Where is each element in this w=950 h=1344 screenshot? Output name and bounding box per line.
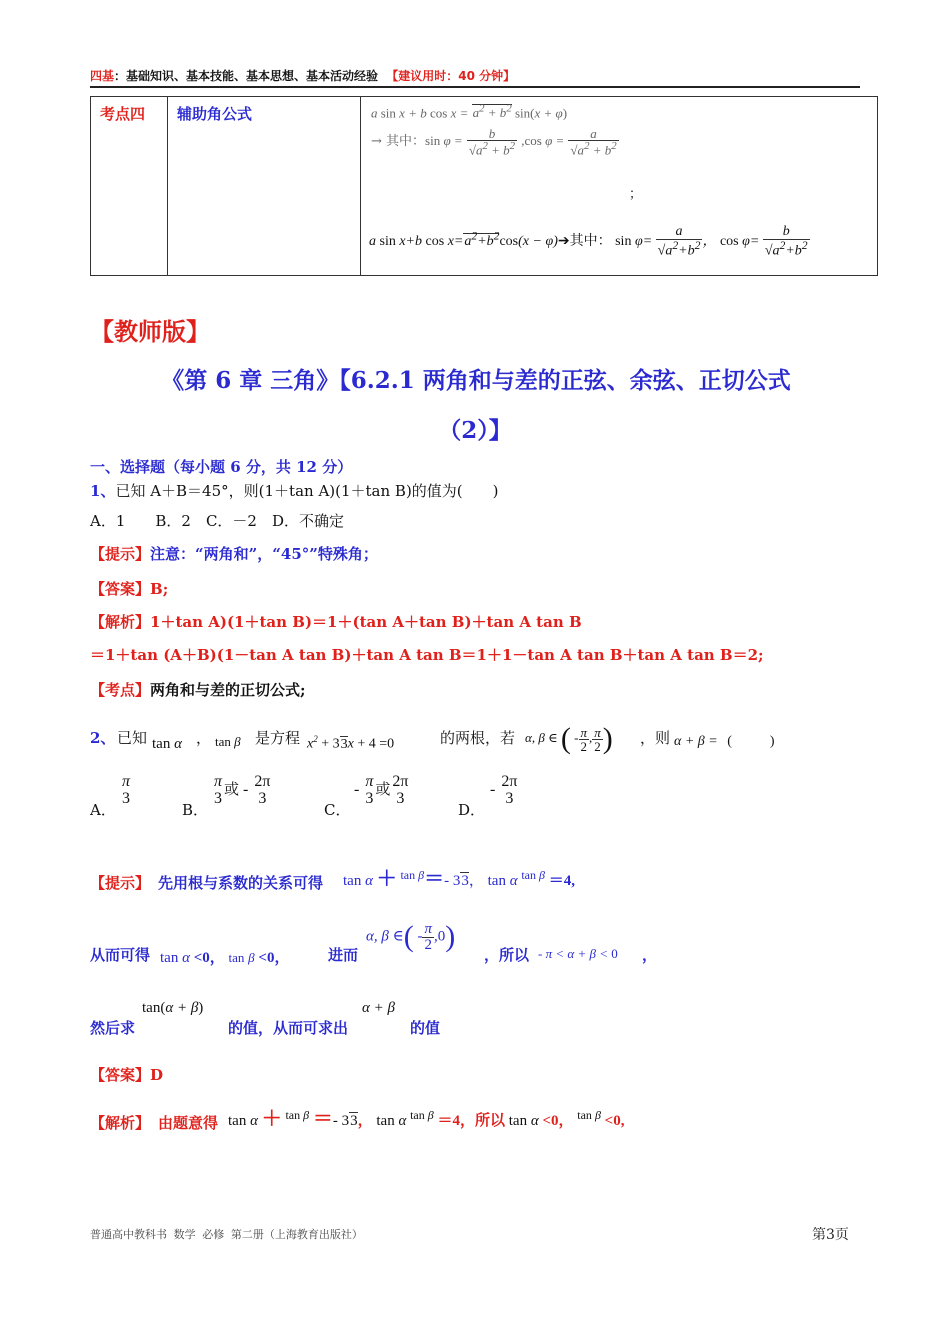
q1-analysis-label: 【解析】 bbox=[90, 613, 151, 631]
q2-hint2-c: ，所以 bbox=[484, 946, 530, 964]
q2-hint2-d: ， bbox=[642, 946, 658, 964]
table-semicolon: ； bbox=[629, 187, 643, 202]
q1-options: A．1 B．2 C．－2 D．不确定 bbox=[90, 512, 344, 530]
q1-point-text: 两角和与差的正切公式; bbox=[150, 681, 306, 699]
header-prefix: 四基 bbox=[90, 69, 115, 83]
formula-aux-1: a sin x + b $\cos x = a^2 + b^2$ sin(x + φ) bbox=[371, 103, 568, 121]
header-divider bbox=[90, 86, 860, 88]
q2-stem bbox=[90, 716, 870, 766]
q1-point-label: 【考点】 bbox=[90, 681, 151, 699]
knowledge-point-table bbox=[90, 96, 878, 276]
q2-opt-a: $\frac{\pi}{3}$ bbox=[122, 773, 131, 807]
formula-aux-2-arrow: ➔其中： bbox=[557, 234, 612, 250]
q1-analysis-line1: 1＋tan A)(1＋tan B)＝1＋(tan A＋tan B)＋tan A tan B bbox=[150, 613, 582, 631]
q2-opt-b: $\frac{\pi}{3}$ 或 - $\frac{2\pi}{3}$ bbox=[214, 773, 271, 807]
q2-hint-line2 bbox=[90, 918, 870, 966]
q2-text-b: 是方程 bbox=[255, 729, 301, 747]
q1-number: 1、 bbox=[90, 482, 116, 500]
header-suggest: 【建议用时：40 分钟】 bbox=[386, 69, 516, 83]
q2-text-c: 的两根，若 bbox=[440, 729, 516, 747]
q2-hint2-math3: - π < α + β < 0 bbox=[538, 946, 618, 961]
q2-opt-b-label: B． bbox=[182, 801, 209, 819]
q2-target: α + β = ( ) bbox=[674, 734, 775, 749]
q2-hint2-math2: α, β ∈( - $\frac{\pi}{2}$ ,0) bbox=[366, 920, 456, 953]
formula-aux-2: a sin x+b $\cos x=a^2+b^2\cos(x$ − φ)➔其中： sin φ= $\frac{a}{√a^2+b^2}$ ， cos φ= $\frac{b}{√a^2+b^2}$ bbox=[369, 224, 808, 259]
q1-analysis bbox=[90, 611, 582, 632]
q1-analysis-line2: ＝1＋tan (A＋B)(1－tan A tan B)＋tan A tan B＝1＋1－tan A tan B＋tan A tan B＝2; bbox=[90, 646, 764, 664]
q2-opt-c-label: C． bbox=[324, 801, 351, 819]
q1-hint-label: 【提示】 bbox=[90, 545, 151, 563]
q2-text-a: 已知 bbox=[117, 729, 148, 747]
q2-hint2-a: 从而可得 bbox=[90, 946, 151, 964]
q1-answer-label: 【答案】 bbox=[90, 580, 151, 598]
q1-point bbox=[90, 679, 306, 700]
title-line1: 《第 6 章 三角》【6.2.1 两角和与差的正弦、余弦、正切公式 bbox=[161, 367, 791, 394]
q2-hint2-math1: tan α <0， tan β <0， bbox=[160, 950, 290, 966]
page-header bbox=[90, 67, 515, 84]
footer-page: 第3页 bbox=[812, 1227, 849, 1243]
q2-answer bbox=[90, 1064, 163, 1085]
footer-left: 普通高中教科书 数学 必修 第二册（上海教育出版社） bbox=[90, 1228, 363, 1241]
q2-opt-c-or: 或 bbox=[375, 782, 391, 799]
q2-analysis-label: 【解析】 bbox=[90, 1114, 151, 1132]
q2-answer-text: D bbox=[150, 1066, 164, 1084]
formula-aux-1-prefix: → 其中： bbox=[371, 134, 426, 150]
q2-hint-label: 【提示】 bbox=[90, 874, 151, 892]
q2-options bbox=[90, 772, 870, 822]
q2-analysis bbox=[90, 1098, 870, 1134]
q1-stem bbox=[90, 480, 499, 501]
q2-text-d: ，则 bbox=[640, 729, 671, 747]
q1-text: 已知 A＋B＝45°，则(1＋tan A)(1＋tan B)的值为( ) bbox=[115, 482, 499, 500]
q2-hint3-a: 然后求 bbox=[90, 1019, 136, 1037]
q2-analysis-text: 由题意得 bbox=[158, 1114, 219, 1132]
q1-answer bbox=[90, 578, 168, 599]
q2-tan-a: tan α bbox=[152, 736, 182, 752]
q2-analysis-math: tan α ＋ $^{tan \beta}$ ＝- 33， tan α $^{tan \beta}$ ＝4，所以 tan α <0， $^{tan \beta}$ <0, bbox=[228, 1108, 625, 1130]
q2-number: 2、 bbox=[90, 729, 116, 747]
q1-hint bbox=[90, 543, 378, 564]
table-col2: 辅助角公式 bbox=[177, 105, 253, 123]
q2-opt-c: - $\frac{\pi}{3}$ 或 $\frac{2\pi}{3}$ bbox=[354, 773, 409, 807]
q2-hint1: 先用根与系数的关系可得 bbox=[158, 874, 324, 892]
q1-answer-text: B; bbox=[150, 580, 169, 598]
q2-answer-label: 【答案】 bbox=[90, 1066, 151, 1084]
q2-opt-d-label: D． bbox=[458, 801, 486, 819]
q2-hint3-b: 的值，从而可求出 bbox=[228, 1019, 349, 1037]
formula-aux-1-detail: → 其中：sin φ = $\frac{b}{√a^2 + b^2}$ ,cos φ = $\frac{a}{√a^2 + b^2}$ bbox=[371, 126, 617, 158]
q1-hint-text: 注意：“两角和”，“45°”特殊角； bbox=[150, 545, 378, 563]
title-line2: （2）】 bbox=[438, 417, 512, 444]
q2-condition: α, β ∈ ( - $\frac{\pi}{2}$ , $\frac{\pi}{2}$ ) bbox=[525, 722, 613, 755]
q2-opt-a-label: A． bbox=[90, 801, 116, 819]
q2-hint1-math: tan α ＋ $^{tan \beta}$＝- 33， tan α $^{tan \beta}$ ＝4, bbox=[343, 868, 575, 890]
q2-hint3-c: 的值 bbox=[410, 1019, 441, 1037]
q2-hint-line3 bbox=[90, 998, 870, 1038]
q2-comma: ， bbox=[196, 729, 212, 747]
table-col1: 考点四 bbox=[100, 105, 146, 123]
q2-hint2-b: 进而 bbox=[328, 946, 359, 964]
q2-opt-b-or: 或 bbox=[224, 782, 240, 799]
teacher-edition: 【教师版】 bbox=[90, 318, 210, 346]
section-heading: 一、选择题（每小题 6 分，共 12 分） bbox=[90, 458, 353, 476]
q2-hint3-math2: α + β bbox=[362, 1000, 395, 1016]
q2-equation: $x^2 + 33x + 4 =0$ bbox=[307, 734, 395, 752]
header-text: ：基础知识、基本技能、基本思想、基本活动经验 bbox=[114, 69, 379, 83]
q2-tan-b: tan β bbox=[215, 734, 241, 749]
q2-opt-d: - $\frac{2\pi}{3}$ bbox=[490, 773, 518, 807]
q2-hint-line1 bbox=[90, 858, 870, 894]
q2-hint3-math1: tan(α + β) bbox=[142, 1000, 204, 1016]
